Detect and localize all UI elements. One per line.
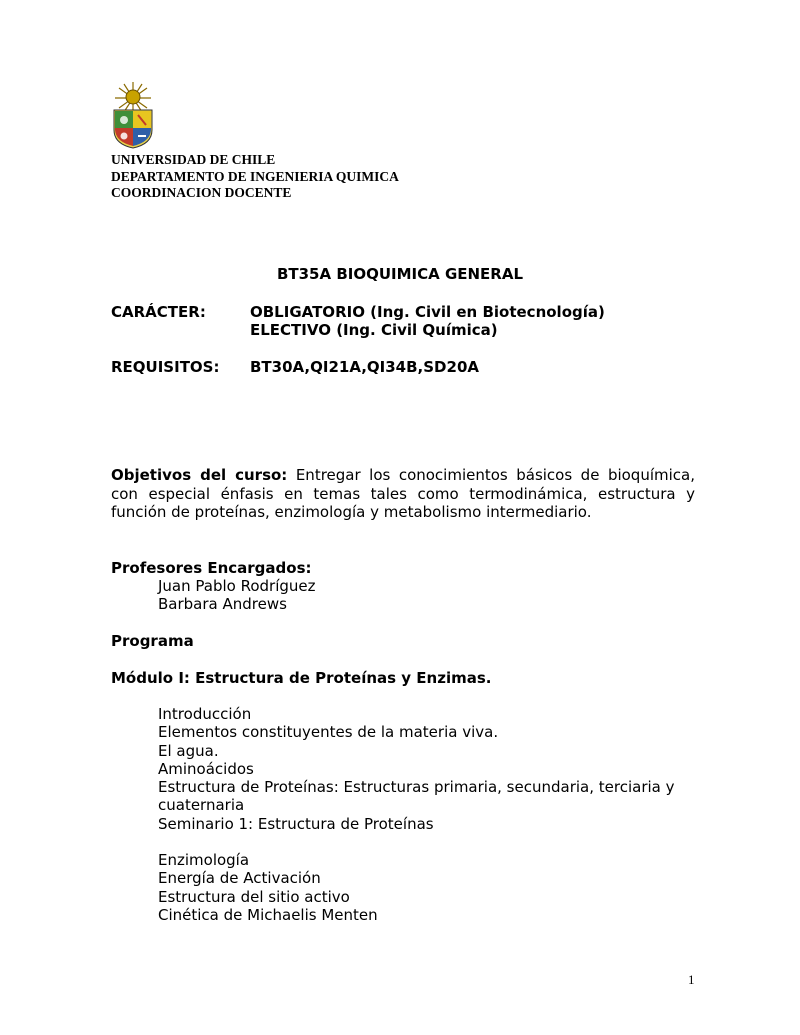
professor-name: Juan Pablo Rodríguez	[158, 577, 316, 595]
caracter-label: CARÁCTER:	[111, 303, 206, 321]
institution-header	[111, 152, 399, 202]
course-title: BT35A BIOQUIMICA GENERAL	[276, 265, 524, 283]
list-item: El agua.	[158, 741, 219, 760]
page-number: 1	[688, 972, 695, 987]
program-heading: Programa	[111, 632, 194, 650]
module-title: Módulo I: Estructura de Proteínas y Enzimas.	[111, 669, 492, 687]
professor-name: Barbara Andrews	[158, 595, 287, 614]
topics-list-2	[158, 851, 378, 924]
list-item: Enzimología	[158, 851, 250, 869]
topics-list-1	[158, 705, 675, 833]
coordination-name: COORDINACION DOCENTE	[111, 185, 292, 200]
caracter-value-1: OBLIGATORIO (Ing. Civil en Biotecnología)	[250, 303, 605, 321]
professors-list	[158, 577, 316, 614]
list-item: Energía de Activación	[158, 869, 321, 888]
list-item: Estructura del sitio activo	[158, 887, 350, 906]
list-item: Aminoácidos	[158, 759, 254, 778]
department-name: DEPARTAMENTO DE INGENIERIA QUIMICA	[111, 168, 399, 184]
list-item: Seminario 1: Estructura de Proteínas	[158, 814, 434, 833]
objectives-text: Entregar los conocimientos básicos de bioquímica, con especial énfasis en temas tales como termodinámica, estructura y función de proteínas, enzimología y metabolismo intermediario.	[111, 466, 695, 521]
requisitos-label: REQUISITOS:	[111, 358, 220, 376]
requisitos-value: BT30A,QI21A,QI34B,SD20A	[250, 358, 479, 376]
university-name: UNIVERSIDAD DE CHILE	[111, 152, 276, 167]
list-item: Cinética de Michaelis Menten	[158, 905, 378, 924]
list-item: Introducción	[158, 705, 252, 723]
caracter-value-2: ELECTIVO (Ing. Civil Química)	[250, 321, 498, 339]
list-item: Estructura de Proteínas: Estructuras primaria, secundaria, terciaria y	[158, 778, 675, 797]
list-item: cuaternaria	[158, 796, 245, 815]
professors-heading: Profesores Encargados:	[111, 559, 312, 577]
objectives-label: Objetivos del curso:	[111, 466, 288, 484]
university-crest-icon	[108, 80, 158, 150]
list-item: Elementos constituyentes de la materia viva.	[158, 723, 499, 742]
objectives-paragraph	[111, 466, 695, 522]
